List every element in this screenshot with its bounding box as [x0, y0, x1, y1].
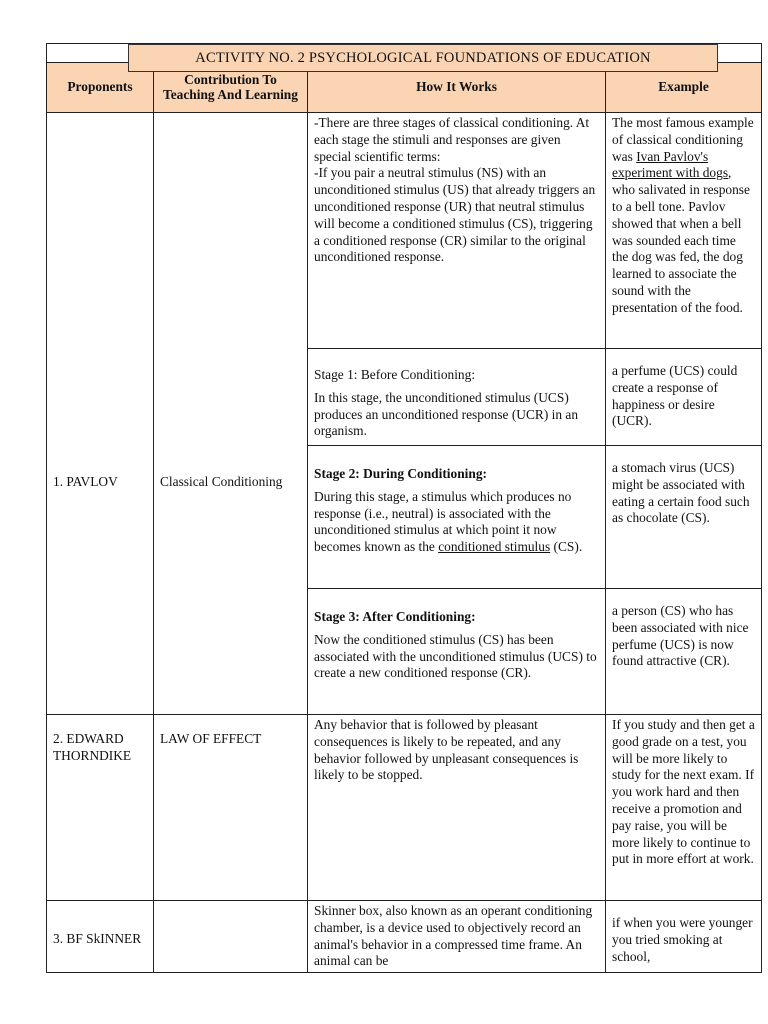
header-example: Example: [606, 63, 762, 113]
proponent-name: 2. EDWARD THORNDIKE: [53, 731, 132, 763]
stage-text-part: (CS).: [550, 539, 583, 555]
how-text: -There are three stages of classical conditioning. At each stage the stimuli and responses are given special scientific terms:: [314, 115, 590, 164]
how-cell: [308, 901, 606, 973]
stage-title: Stage 1: Before Conditioning:: [314, 367, 476, 382]
stage-title: Stage 2: During Conditioning:: [314, 466, 487, 481]
proponent-name: 3. BF SkINNER: [53, 931, 142, 946]
header-contribution: Contribution To Teaching And Learning: [154, 63, 308, 113]
how-cell: [308, 446, 606, 589]
contribution-text: LAW OF EFFECT: [160, 731, 262, 746]
example-text: if when you were younger you tried smoking at school,: [612, 915, 753, 964]
example-text: a stomach virus (UCS) might be associated with eating a certain food such as chocolate (CS).: [612, 460, 750, 526]
table-row: [47, 113, 762, 349]
example-cell: [606, 349, 762, 446]
contribution-cell: [154, 113, 308, 715]
example-text: [612, 115, 755, 317]
foundations-table: [46, 43, 762, 973]
proponent-name: 1. PAVLOV: [53, 474, 118, 490]
how-cell: [308, 589, 606, 715]
example-text-part: The most famous example of classical conditioning was: [612, 115, 754, 164]
proponent-cell: [47, 715, 154, 901]
stage-text: In this stage, the unconditioned stimulus (UCS) produces an unconditioned response (UCR) in an organism.: [314, 389, 579, 439]
example-cell: [606, 446, 762, 589]
proponent-cell: [47, 113, 154, 715]
conditioned-stimulus-link[interactable]: conditioned stimulus: [438, 539, 551, 555]
pavlov-experiment-link[interactable]: Ivan Pavlov's experiment with dogs: [612, 148, 729, 181]
stage-text-part: During this stage, a stimulus which produces no response (i.e., neutral) is associated with the unconditioned stimulus at which point it now becomes known as the: [314, 488, 572, 555]
example-text-part: , who salivated in response to a bell tone. Pavlov showed that when a bell was sounded each time the dog was fed, the dog learned to associate the sound with the presentation of the food.: [612, 165, 750, 315]
example-text: a perfume (UCS) could create a response of happiness or desire (UCR).: [612, 363, 738, 429]
contribution-cell: [154, 715, 308, 901]
header-how-it-works: How It Works: [308, 63, 606, 113]
example-cell: [606, 901, 762, 973]
example-cell: [606, 589, 762, 715]
contribution-text: Classical Conditioning: [160, 474, 283, 490]
how-text: -If you pair a neutral stimulus (NS) with an unconditioned stimulus (US) that already triggers an unconditioned response (UR) that neutral stimulus will become a conditioned stimulus (CS), triggering a conditioned response (CR) similar to the original unconditioned response.: [314, 165, 596, 265]
stage-title: Stage 3: After Conditioning:: [314, 609, 476, 624]
table-row: [47, 901, 762, 973]
example-cell: [606, 113, 762, 349]
example-text: If you study and then get a good grade on a test, you will be more likely to study for the next exam. If you work hard and then receive a promotion and pay raise, you will be more likely to continue to put in more effort at work.: [612, 717, 755, 867]
header-proponents: Proponents: [47, 63, 154, 113]
contribution-cell: [154, 901, 308, 973]
how-cell: [308, 349, 606, 446]
stage-text: [314, 489, 599, 556]
how-text: Skinner box, also known as an operant conditioning chamber, is a device used to objectively record an animal's behavior in a compressed time frame. An animal can be: [314, 903, 593, 969]
example-text: a person (CS) who has been associated with nice perfume (UCS) is now found attractive (CR).: [612, 603, 749, 669]
how-cell: [308, 715, 606, 901]
example-cell: [606, 715, 762, 901]
how-text: Any behavior that is followed by pleasant consequences is likely to be repeated, and any behavior followed by unpleasant consequences is likely to be stopped.: [314, 717, 579, 783]
activity-title-banner: ACTIVITY NO. 2 PSYCHOLOGICAL FOUNDATIONS OF EDUCATION: [128, 44, 718, 72]
table-row: [47, 715, 762, 901]
proponent-cell: [47, 901, 154, 973]
how-cell: [308, 113, 606, 349]
stage-text: Now the conditioned stimulus (CS) has been associated with the unconditioned stimulus (UCS) to create a new conditioned response (CR).: [314, 631, 597, 681]
